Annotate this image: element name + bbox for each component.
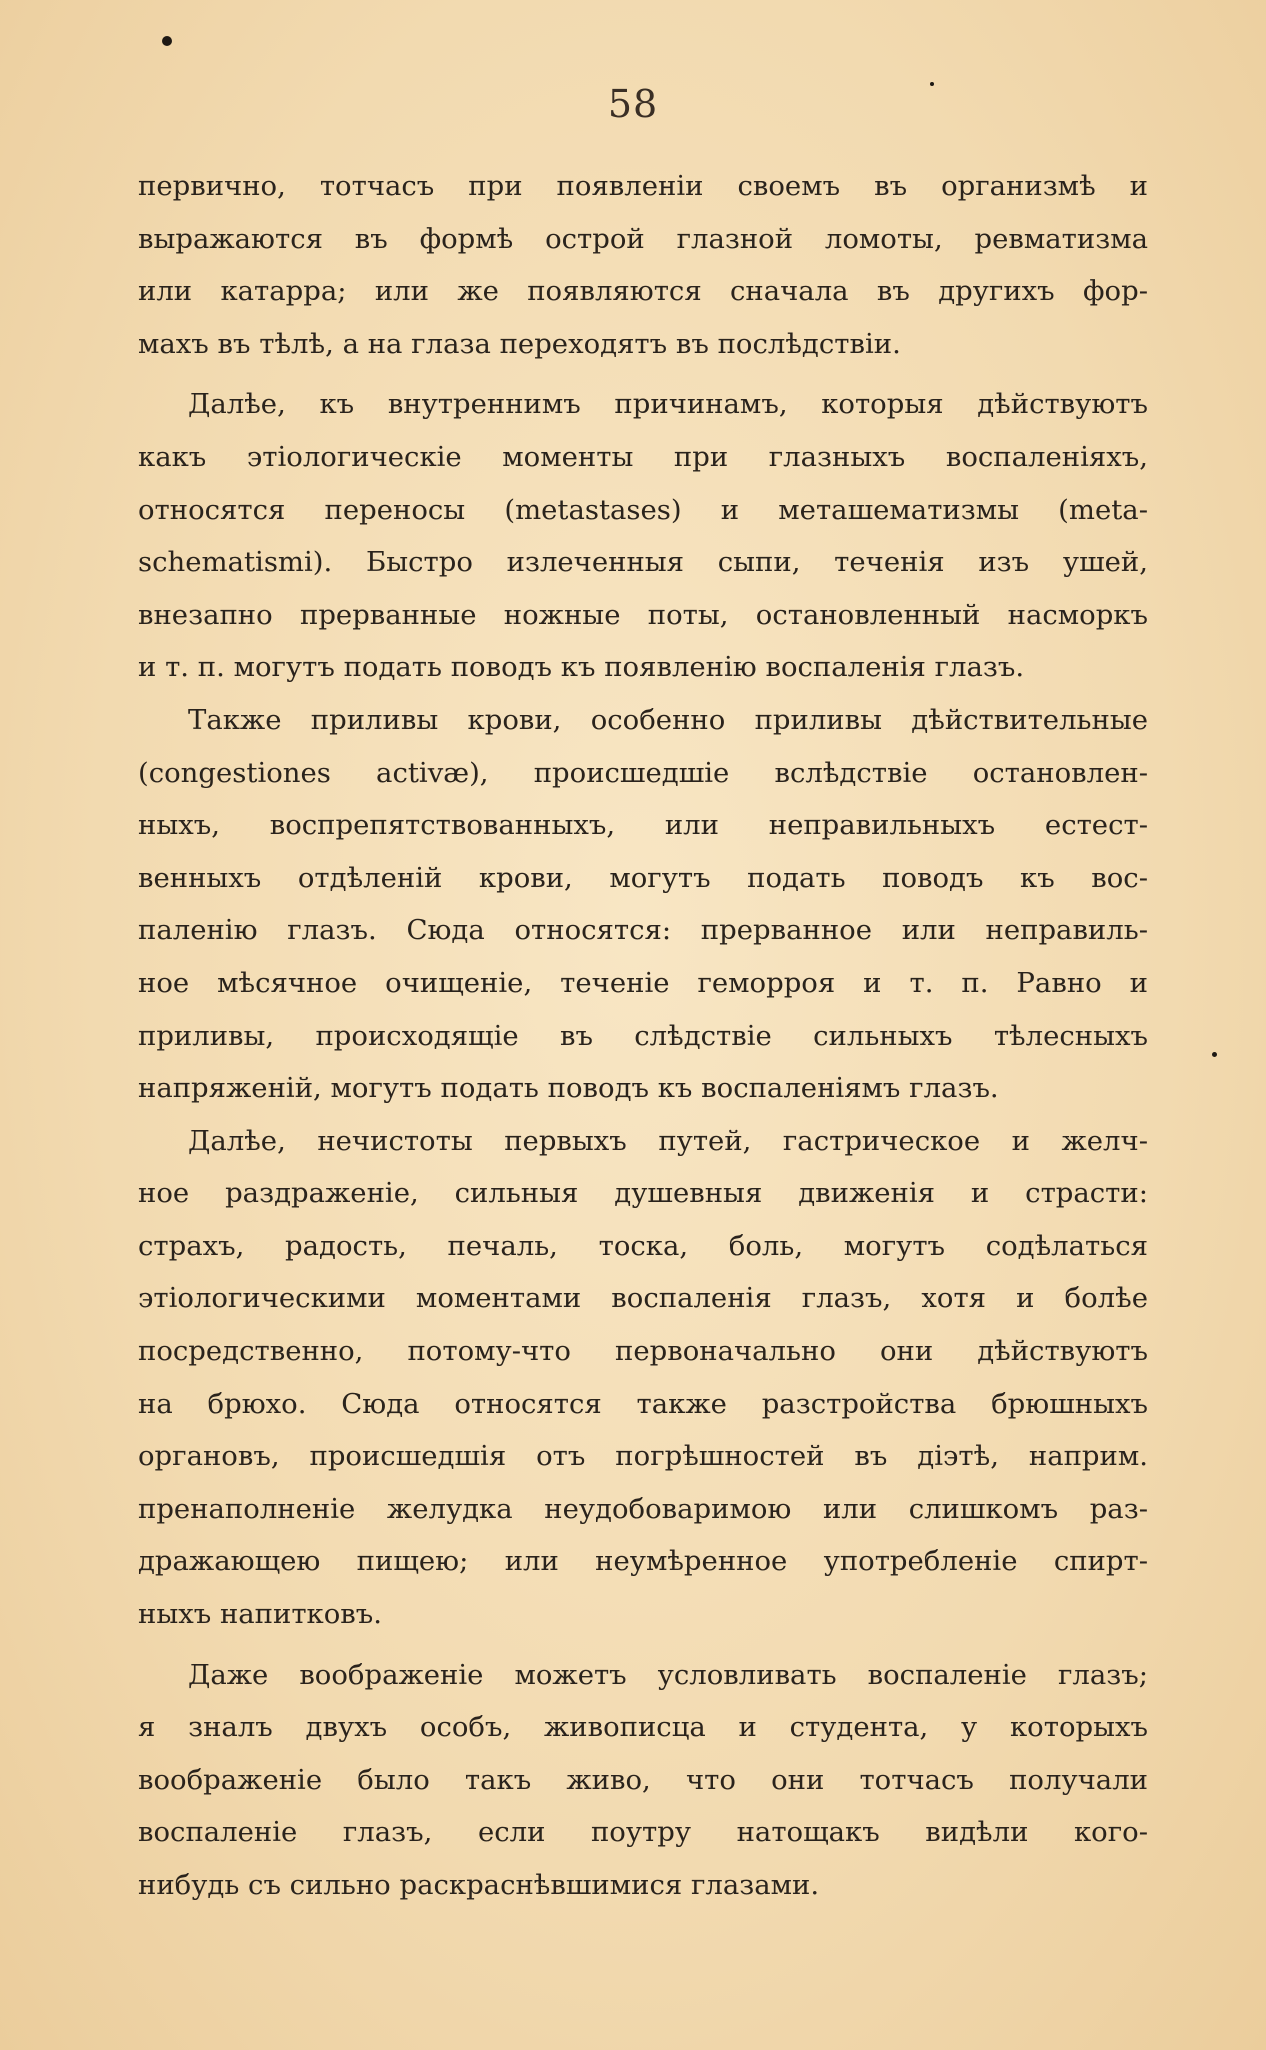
- text-line: этіологическими моментами воспаленія глазъ, хотя и болѣе: [138, 1282, 1148, 1315]
- text-line: какъ этіологическіе моменты при глазныхъ воспаленіяхъ,: [138, 440, 1148, 473]
- text-line: органовъ, происшедшія отъ погрѣшностей въ діэтѣ, наприм.: [138, 1440, 1148, 1473]
- ink-speck: [1212, 1052, 1217, 1057]
- text-line: или катарра; или же появляются сначала въ другихъ фор-: [138, 275, 1148, 308]
- text-line: (congestiones activæ), происшедшіе вслѣдствіе остановлен-: [138, 756, 1148, 789]
- text-line: я зналъ двухъ особъ, живописца и студента, у которыхъ: [138, 1711, 1148, 1744]
- text-line: паленію глазъ. Сюда относятся: прерванное или неправиль-: [138, 914, 1148, 947]
- text-line: внезапно прерванные ножные поты, остановленный насморкъ: [138, 598, 1148, 631]
- text-line: посредственно, потому-что первоначально они дѣйствуютъ: [138, 1335, 1148, 1368]
- text-line: ное мѣсячное очищеніе, теченіе геморроя и т. п. Равно и: [138, 966, 1148, 999]
- ink-speck: [162, 36, 172, 46]
- body-text: [138, 160, 1148, 1912]
- text-line: напряженій, могутъ подать поводъ къ воспаленіямъ глазъ.: [138, 1072, 999, 1105]
- text-line: Даже воображеніе можетъ условливать воспаленіе глазъ;: [188, 1658, 1148, 1691]
- text-line: Далѣе, къ внутреннимъ причинамъ, которыя дѣйствуютъ: [188, 388, 1148, 421]
- text-line: ное раздраженіе, сильныя душевныя движенія и страсти:: [138, 1177, 1148, 1210]
- text-line: венныхъ отдѣленій крови, могутъ подать поводъ къ вос-: [138, 861, 1148, 894]
- text-line: и т. п. могутъ подать поводъ къ появленію воспаленія глазъ.: [138, 651, 1025, 684]
- text-line: дражающею пищею; или неумѣренное употребленіе спирт-: [138, 1545, 1148, 1578]
- text-line: нибудь съ сильно раскраснѣвшимися глазами.: [138, 1869, 820, 1901]
- text-line: страхъ, радость, печаль, тоска, боль, могутъ содѣлаться: [138, 1229, 1148, 1262]
- text-line: махъ въ тѣлѣ, а на глаза переходятъ въ послѣдствіи.: [138, 327, 901, 360]
- text-line: приливы, происходящіе въ слѣдствіе сильныхъ тѣлесныхъ: [138, 1019, 1148, 1052]
- text-line: первично, тотчасъ при появленіи своемъ въ организмѣ и: [138, 170, 1148, 202]
- text-line: Также приливы крови, особенно приливы дѣйствительные: [188, 703, 1148, 736]
- text-line: ныхъ напитковъ.: [138, 1598, 383, 1631]
- text-line: пренаполненіе желудка неудобоваримою или слишкомъ раз-: [138, 1492, 1148, 1525]
- text-line: выражаются въ формѣ острой глазной ломоты, ревматизма: [138, 222, 1148, 255]
- text-line: schematismi). Быстро излеченныя сыпи, теченія изъ ушей,: [138, 546, 1148, 579]
- text-line: ныхъ, воспрепятствованныхъ, или неправильныхъ естест-: [138, 809, 1148, 842]
- text-line: на брюхо. Сюда относятся также разстройства брюшныхъ: [138, 1387, 1148, 1420]
- text-line: воображеніе было такъ живо, что они тотчасъ получали: [138, 1763, 1148, 1796]
- text-line: Далѣе, нечистоты первыхъ путей, гастрическое и желч-: [188, 1124, 1148, 1157]
- text-line: воспаленіе глазъ, если поутру натощакъ видѣли кого-: [138, 1816, 1148, 1849]
- page-number: 58: [607, 82, 659, 126]
- text-line: относятся переносы (metastases) и меташематизмы (meta-: [138, 493, 1148, 526]
